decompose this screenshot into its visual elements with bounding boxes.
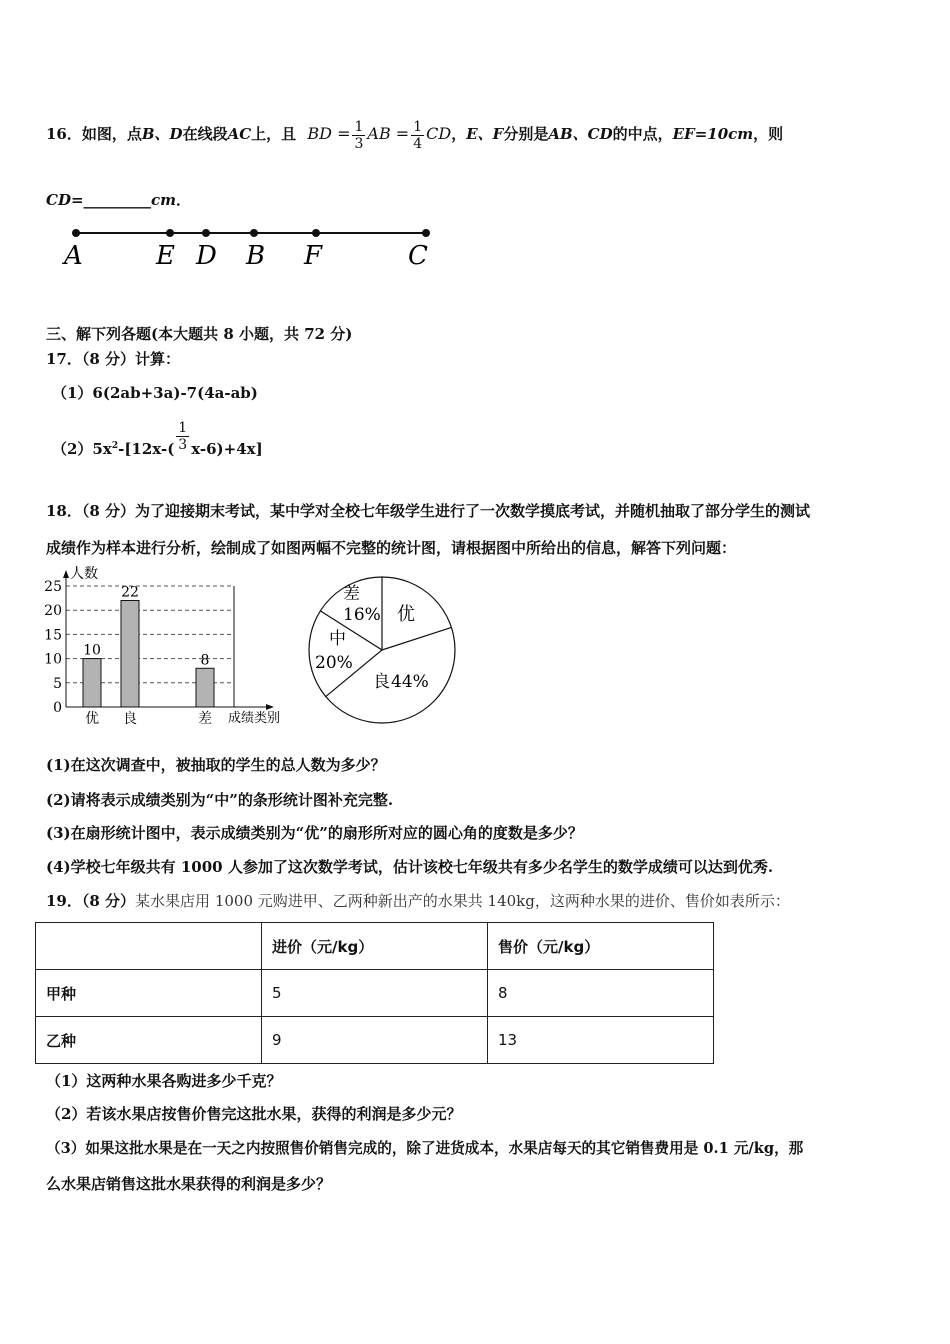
q16-answer-label: CD= — [46, 191, 84, 209]
pie-label-liang: 良 — [373, 672, 390, 692]
q18-question-3: (3)在扇形统计图中，表示成绩类别为“优”的扇形所对应的圆心角的度数是多少？ — [46, 824, 583, 842]
y-axis-label: 人数 — [70, 566, 98, 582]
q17-p2-exponent: 2 — [111, 441, 119, 451]
q16-formula-cd: CD — [426, 124, 452, 143]
table-cell: 8 — [488, 970, 714, 1017]
table-header-cell: 售价（元/kg） — [488, 923, 714, 970]
q16-segments: AB、CD — [548, 125, 613, 143]
y-axis-arrow — [63, 570, 69, 578]
q17-frac-1-3 — [176, 420, 189, 453]
pie-percent-cha: 16% — [343, 605, 381, 625]
table-row — [36, 1017, 714, 1064]
point-c-label: C — [408, 241, 428, 271]
q17-part-1: （1）6(2ab+3a)-7(4a-ab) — [52, 384, 258, 402]
q16-midpoint: 的中点， — [612, 125, 673, 143]
point-f-label: F — [304, 241, 323, 271]
y-tick-label: 10 — [44, 651, 62, 668]
q16-points-bd: B、D — [141, 125, 183, 143]
price-table — [35, 922, 714, 1064]
q16-prefix: 16．如图，点 — [46, 125, 142, 143]
table-cell: 甲种 — [36, 970, 262, 1017]
y-tick-label: 20 — [44, 603, 62, 620]
table-header-cell — [36, 923, 262, 970]
point-c-dot — [422, 229, 430, 237]
q16-ac: AC — [227, 125, 252, 143]
point-b-label: B — [246, 241, 266, 271]
q17-p2-post: x-6)+4x] — [191, 440, 263, 458]
q19-question-1: （1）这两种水果各购进多少千克？ — [46, 1072, 282, 1090]
q16-answer-end: ． — [176, 191, 192, 209]
y-tick-label: 15 — [44, 627, 62, 644]
q16-formula-bd: BD = — [307, 124, 351, 143]
table-header-cell: 进价（元/kg） — [262, 923, 488, 970]
q18-line-2: 成绩作为样本进行分析，绘制成了如图两幅不完整的统计图，请根据图中所给出的信息，解答下列问题： — [46, 539, 737, 557]
pie-label-cha: 差 — [343, 584, 360, 604]
x-tick-label: 差 — [198, 711, 212, 727]
frac-numerator: 1 — [178, 420, 188, 436]
q16-formula-ab: AB = — [367, 124, 410, 143]
bar-value-label: 8 — [200, 652, 210, 669]
q17-part-2 — [52, 420, 263, 464]
bar-0 — [83, 659, 101, 707]
q16-answer-unit: cm — [151, 191, 177, 209]
section-3-title: 三、解下列各题(本大题共 8 小题，共 72 分) — [46, 325, 353, 343]
frac-numerator: 1 — [413, 118, 423, 135]
q17-p2-mid: -[12x-( — [118, 440, 175, 458]
segment-diagram — [40, 222, 460, 274]
bar-value-label: 22 — [121, 584, 139, 601]
q16-split: 分别是 — [503, 125, 549, 143]
frac-numerator: 1 — [354, 118, 364, 135]
q16-comma: ， — [451, 125, 467, 143]
y-tick-label: 5 — [53, 675, 62, 692]
q19-question-2: （2）若该水果店按售价售完这批水果，获得的利润是多少元？ — [46, 1105, 462, 1123]
q16-frac-1-3 — [352, 119, 365, 152]
q16-then: ，则 — [753, 125, 784, 143]
q18-question-1: (1)在这次调查中，被抽取的学生的总人数为多少？ — [46, 756, 386, 774]
frac-denominator: 4 — [413, 135, 423, 152]
point-d-dot — [202, 229, 210, 237]
bar-chart — [38, 562, 300, 730]
q16-statement — [46, 104, 783, 164]
bar-1 — [121, 601, 139, 707]
answer-blank: _________ — [83, 191, 152, 209]
table-row — [36, 970, 714, 1017]
point-a-label: A — [64, 241, 83, 271]
q16-points-ef: E、F — [466, 125, 504, 143]
q18-question-4: (4)学校七年级共有 1000 人参加了这次数学考试，估计该校七年级共有多少名学生的数学成绩可以达到优秀. — [46, 858, 774, 876]
x-tick-label: 优 — [85, 711, 99, 727]
pie-percent-zhong: 20% — [315, 653, 353, 673]
point-e-label: E — [156, 241, 175, 271]
q19-question-3-line-1: （3）如果这批水果是在一天之内按照售价销售完成的，除了进货成本，水果店每天的其它销售费用是 0.1 元/kg，那 — [46, 1140, 804, 1157]
table-cell: 9 — [262, 1017, 488, 1064]
q16-and: 上，且 — [251, 125, 297, 143]
frac-denominator: 3 — [178, 437, 188, 453]
q19-title — [46, 890, 790, 911]
q17-title: 17．（8 分）计算： — [46, 350, 181, 368]
q19-title-text: 某水果店用 1000 元购进甲、乙两种新出产的水果共 140kg，这两种水果的进价、售价如表所示： — [135, 892, 790, 910]
q18-question-2: (2)请将表示成绩类别为“中”的条形统计图补充完整. — [46, 791, 394, 809]
q19-title-number: 19．（8 分） — [46, 892, 136, 910]
pie-chart — [305, 572, 463, 730]
q16-frac-1-4 — [411, 119, 424, 152]
pie-label-you: 优 — [397, 604, 415, 625]
frac-denominator: 3 — [354, 135, 364, 152]
table-cell: 乙种 — [36, 1017, 262, 1064]
point-e-dot — [166, 229, 174, 237]
q18-line-1: 18．（8 分）为了迎接期末考试，某中学对全校七年级学生进行了一次数学摸底考试，并随机抽取了部分学生的测试 — [46, 502, 811, 520]
point-a-dot — [72, 229, 80, 237]
x-axis-arrow — [266, 704, 274, 710]
pie-label-zhong: 中 — [329, 629, 346, 649]
pie-percent-liang: 44% — [391, 672, 429, 692]
bar-3 — [196, 668, 214, 707]
q19-question-3-line-2: 么水果店销售这批水果获得的利润是多少？ — [46, 1175, 332, 1193]
table-cell: 5 — [262, 970, 488, 1017]
table-header-row — [36, 923, 714, 970]
q16-on-segment: 在线段 — [182, 125, 228, 143]
y-tick-label: 0 — [53, 700, 62, 716]
bar-value-label: 10 — [83, 642, 101, 659]
x-tick-label: 良 — [123, 711, 137, 727]
table-cell: 13 — [488, 1017, 714, 1064]
x-axis-label: 成绩类别 — [228, 711, 281, 726]
q16-ef-length: EF=10cm — [672, 125, 754, 143]
point-d-label: D — [196, 241, 217, 271]
q17-p2-pre: （2）5x — [52, 440, 112, 458]
point-b-dot — [250, 229, 258, 237]
y-tick-label: 25 — [44, 579, 62, 595]
q16-answer-line — [46, 189, 191, 210]
point-f-dot — [312, 229, 320, 237]
